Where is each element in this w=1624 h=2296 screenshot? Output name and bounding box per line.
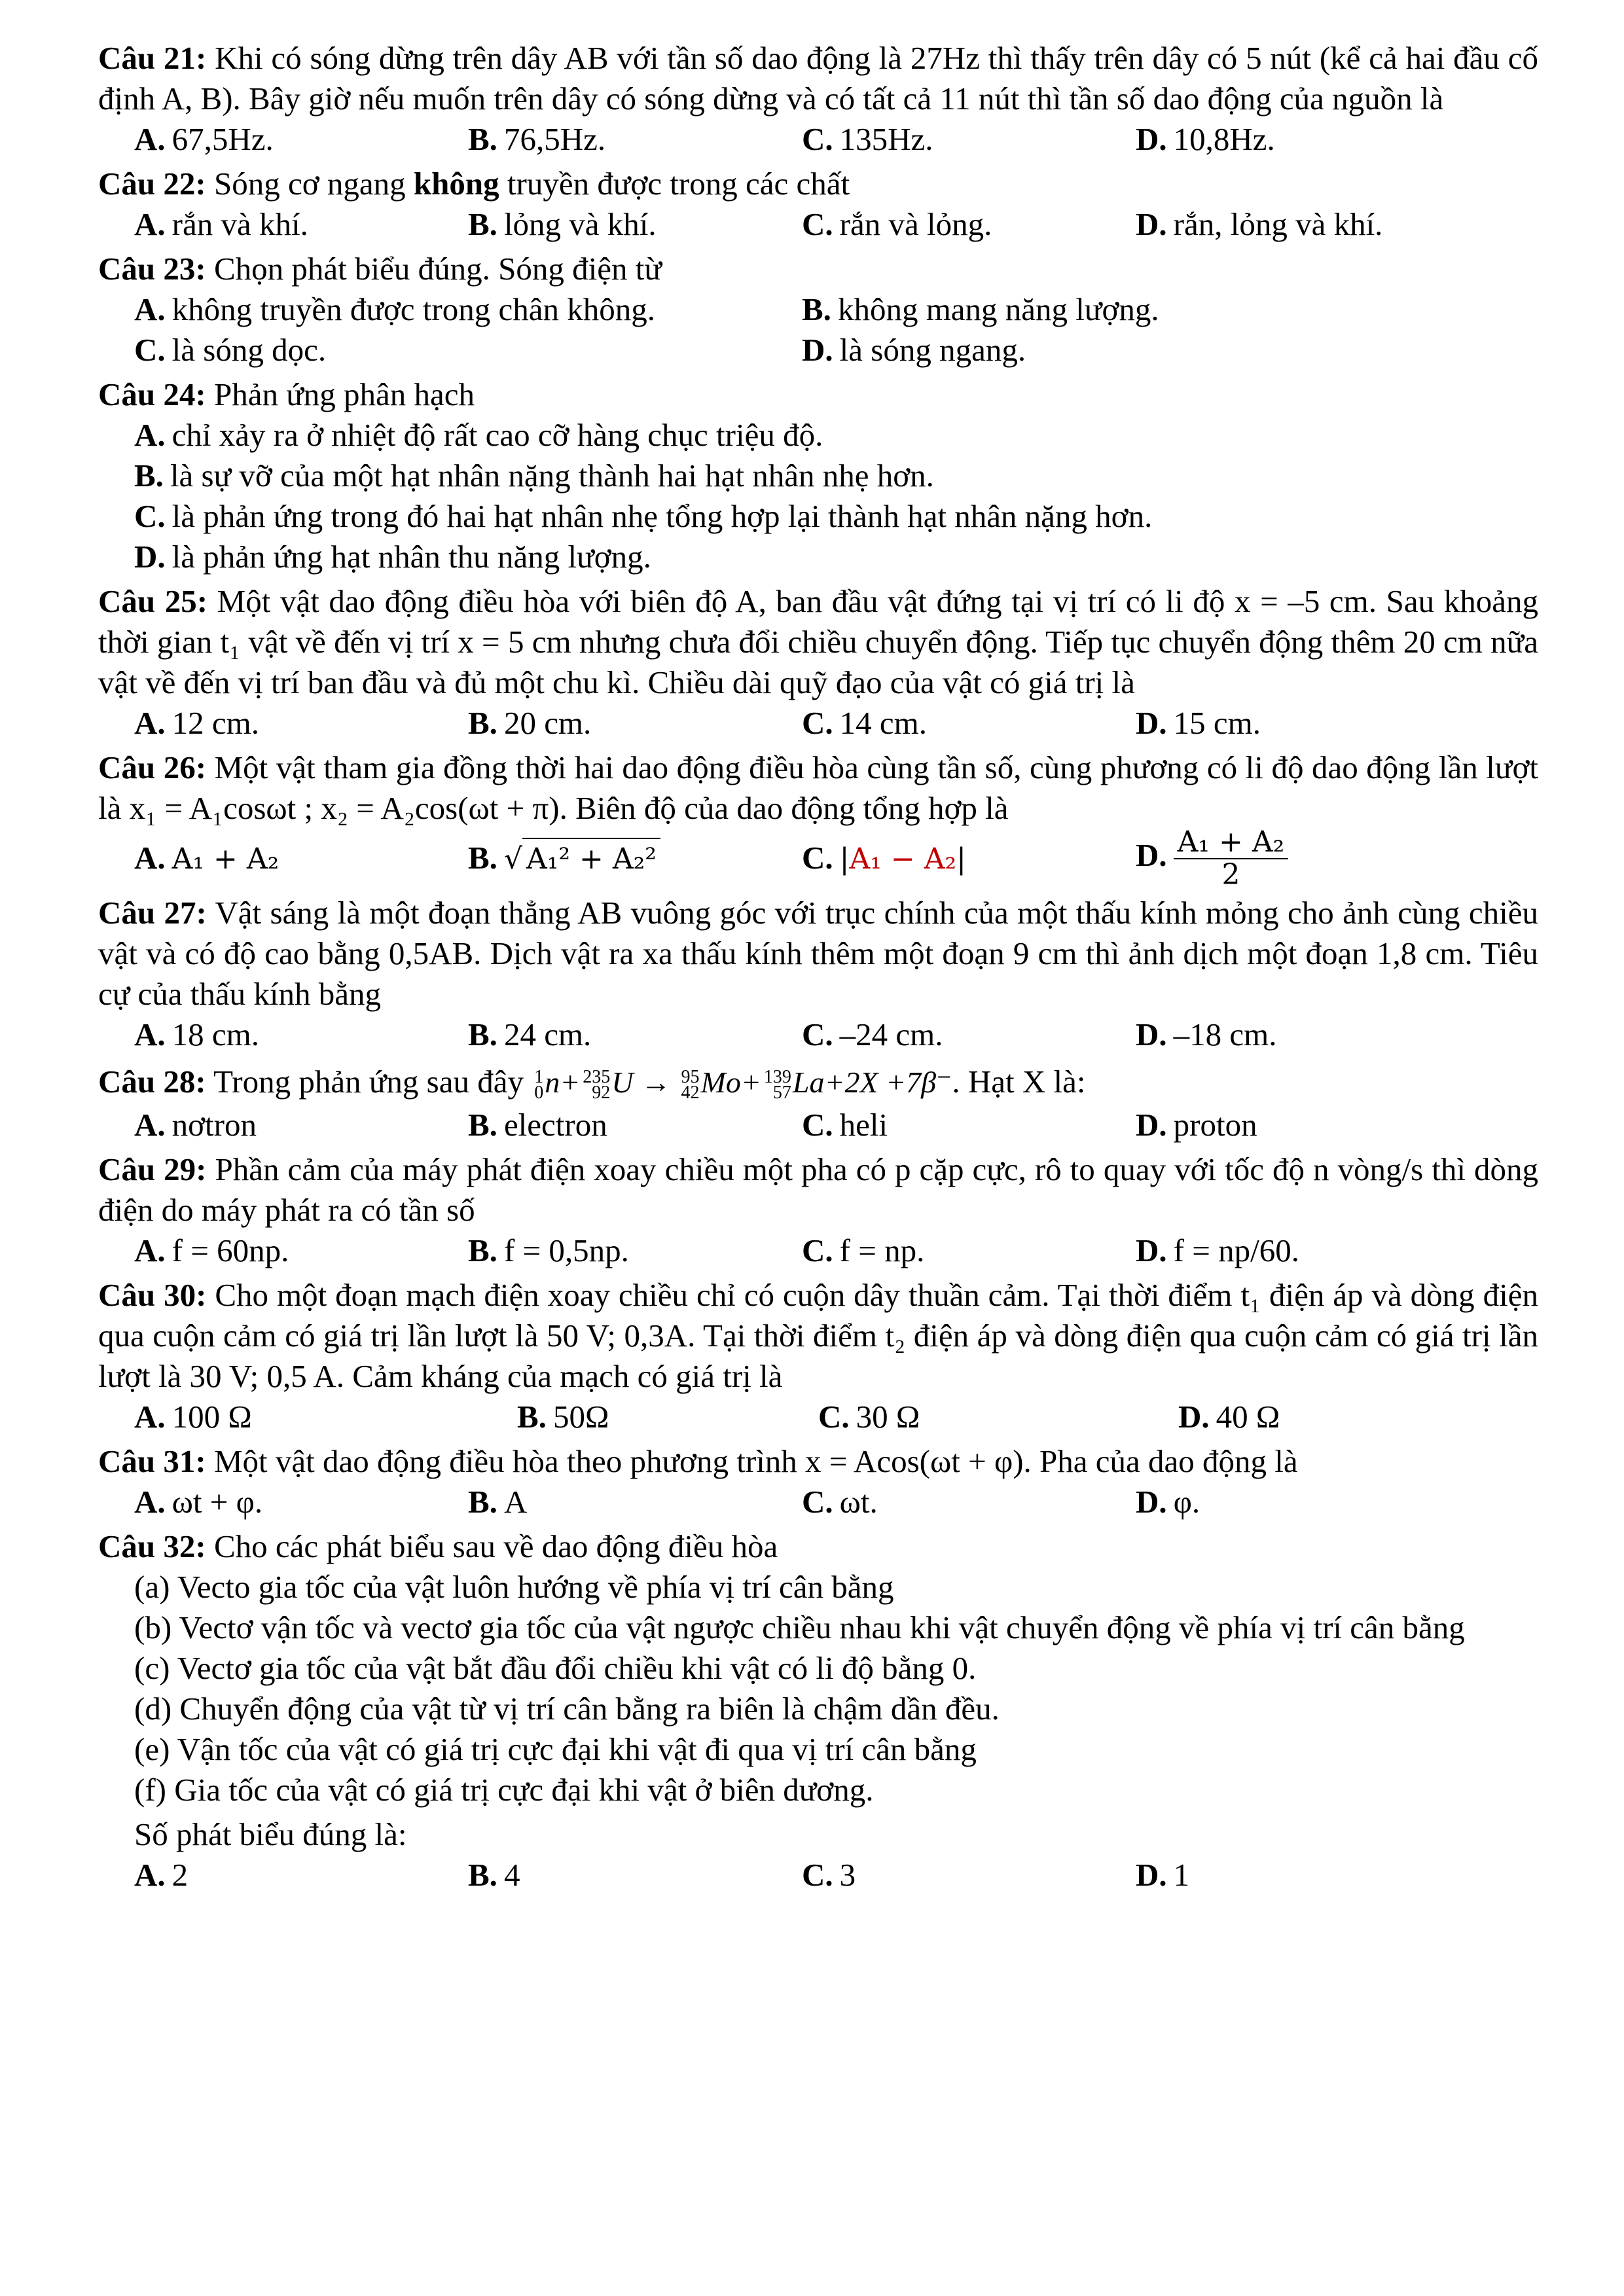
question-stem: Câu 22: Sóng cơ ngang không truyền được trong các chất xyxy=(98,166,850,202)
option-c: C. 30 Ω xyxy=(818,1399,920,1435)
option-a: A. 12 cm. xyxy=(134,705,260,741)
statement-a: (a) Vecto gia tốc của vật luôn hướng về phía vị trí cân bằng xyxy=(134,1569,894,1605)
option-a: A. nơtron xyxy=(134,1107,257,1143)
question-stem: Câu 26: Một vật tham gia đồng thời hai dao động điều hòa cùng tần số, cùng phương có li độ dao động lần lượt là x₁ = A₁cosωt ; x₂ = A₂cos(ωt + π). Biên độ của dao động tổng hợp là xyxy=(98,749,1538,826)
option-c: C. là phản ứng trong đó hai hạt nhân nhẹ tổng hợp lại thành hạt nhân nặng hơn. xyxy=(134,498,1153,534)
option-b: B. f = 0,5np. xyxy=(468,1232,629,1268)
statement-c: (c) Vectơ gia tốc của vật bắt đầu đổi chiều khi vật có li độ bằng 0. xyxy=(134,1650,977,1686)
nuclear-equation: 1 0 n+ 235 92 U → 95 42 Mo+ 139 57 La+2X +7β⁻ xyxy=(534,1066,952,1103)
option-c: C. 135Hz. xyxy=(802,121,933,157)
question-stem: Câu 32: Cho các phát biểu sau về dao động điều hòa xyxy=(98,1528,778,1564)
statement-d: (d) Chuyển động của vật từ vị trí cân bằng ra biên là chậm dần đều. xyxy=(134,1691,1000,1727)
option-b: B. A xyxy=(468,1484,528,1520)
question-21 xyxy=(98,38,1538,160)
statement-e: (e) Vận tốc của vật có giá trị cực đại khi vật đi qua vị trí cân bằng xyxy=(134,1731,977,1767)
question-number: Câu 27: xyxy=(98,895,207,931)
option-b: B. 76,5Hz. xyxy=(468,121,606,157)
question-number: Câu 30: xyxy=(98,1277,207,1313)
question-31 xyxy=(98,1441,1538,1522)
statement-b: (b) Vectơ vận tốc và vectơ gia tốc của vật ngược chiều nhau khi vật chuyển động về phía vị trí cân bằng xyxy=(134,1609,1465,1645)
option-c: C. f = np. xyxy=(802,1232,925,1268)
option-a: A. f = 60np. xyxy=(134,1232,289,1268)
option-b: B. 20 cm. xyxy=(468,705,592,741)
option-a: A. 2 xyxy=(134,1857,189,1893)
question-stem: Câu 31: Một vật dao động điều hòa theo phương trình x = Acos(ωt + φ). Pha của dao động là xyxy=(98,1443,1298,1479)
question-stem: Câu 23: Chọn phát biểu đúng. Sóng điện từ xyxy=(98,251,662,287)
option-d: D. 15 cm. xyxy=(1136,705,1261,741)
option-a: A. chỉ xảy ra ở nhiệt độ rất cao cỡ hàng chục triệu độ. xyxy=(134,417,823,453)
question-25 xyxy=(98,581,1538,744)
option-b: B. 50Ω xyxy=(517,1399,609,1435)
question-stem: Câu 29: Phần cảm của máy phát điện xoay chiều một pha có p cặp cực, rô to quay với tốc độ n vòng/s thì dòng điện do máy phát ra có tần số xyxy=(98,1151,1538,1228)
option-b: B. là sự vỡ của một hạt nhân nặng thành hai hạt nhân nhẹ hơn. xyxy=(134,457,934,493)
question-stem: Câu 30: Cho một đoạn mạch điện xoay chiều chỉ có cuộn dây thuần cảm. Tại thời điểm t₁ điện áp và dòng điện qua cuộn cảm có giá trị lần lượt là 50 V; 0,3A. Tại thời điểm t₂ điện áp và dòng điện qua cuộn cảm có giá trị lần lượt là 30 V; 0,5 A. Cảm kháng của mạch có giá trị là xyxy=(98,1277,1538,1394)
question-number: Câu 25: xyxy=(98,583,208,619)
option-a: A. 100 Ω xyxy=(134,1399,252,1435)
option-a: A. A₁ + A₂ xyxy=(134,840,280,876)
option-b: B. lỏng và khí. xyxy=(468,206,657,242)
option-d: D. f = np/60. xyxy=(1136,1232,1299,1268)
question-stem: Câu 24: Phản ứng phân hạch xyxy=(98,376,475,412)
question-number: Câu 31: xyxy=(98,1443,206,1479)
option-a: A. rắn và khí. xyxy=(134,206,308,242)
question-number: Câu 21: xyxy=(98,40,207,76)
question-30 xyxy=(98,1275,1538,1437)
option-c: C. |A₁ − A₂| xyxy=(802,840,966,876)
question-stem: Câu 28: Trong phản ứng sau đây 1 0 n+ 235 92 U → 95 42 Mo+ 139 57 La+2X +7β⁻. Hạt X là: xyxy=(98,1064,1086,1103)
question-stem xyxy=(98,38,1538,119)
question-27 xyxy=(98,893,1538,1055)
question-stem: Câu 27: Vật sáng là một đoạn thẳng AB vuông góc với trục chính của một thấu kính mỏng cho ảnh cùng chiều vật và có độ cao bằng 0,5AB. Dịch vật ra xa thấu kính thêm một đoạn 9 cm thì ảnh dịch một đoạn 1,8 cm. Tiêu cự của thấu kính bằng xyxy=(98,895,1538,1012)
option-d: D. –18 cm. xyxy=(1136,1016,1277,1052)
option-c: C. 14 cm. xyxy=(802,705,928,741)
question-29 xyxy=(98,1149,1538,1271)
option-b: B. 24 cm. xyxy=(468,1016,592,1052)
option-b: B. electron xyxy=(468,1107,607,1143)
question-24 xyxy=(98,374,1538,577)
option-a: A. ωt + φ. xyxy=(134,1484,263,1520)
option-a: A. không truyền được trong chân không. xyxy=(134,291,655,327)
option-c: C. 3 xyxy=(802,1857,856,1893)
option-d: D. 40 Ω xyxy=(1178,1399,1280,1435)
option-d: D. là sóng ngang. xyxy=(802,332,1026,368)
option-a: A. 18 cm. xyxy=(134,1016,260,1052)
option-d: D. φ. xyxy=(1136,1484,1200,1520)
question-text: Khi có sóng dừng trên dây AB với tần số dao động là 27Hz thì thấy trên dây có 5 nút (kể cả hai đầu cố định A, B). Bây giờ nếu muốn trên dây có sóng dừng và có tất cả 11 nút thì tần số dao động của nguồn là xyxy=(98,40,1538,117)
option-a: A. 67,5Hz. xyxy=(134,121,274,157)
question-22 xyxy=(98,164,1538,245)
question-26 xyxy=(98,747,1538,889)
question-ask: Số phát biểu đúng là: xyxy=(134,1816,407,1852)
question-number: Câu 22: xyxy=(98,166,206,202)
option-b: B. √ A₁² + A₂² xyxy=(468,838,802,880)
option-c: C. rắn và lỏng. xyxy=(802,206,992,242)
question-number: Câu 28: xyxy=(98,1064,206,1100)
question-number: Câu 32: xyxy=(98,1528,206,1564)
option-d: D. là phản ứng hạt nhân thu năng lượng. xyxy=(134,539,651,575)
statement-f: (f) Gia tốc của vật có giá trị cực đại khi vật ở biên dương. xyxy=(134,1772,874,1808)
question-number: Câu 23: xyxy=(98,251,206,287)
question-28 xyxy=(98,1059,1538,1145)
question-32 xyxy=(98,1526,1538,1895)
option-c: C. ωt. xyxy=(802,1484,878,1520)
option-b: B. 4 xyxy=(468,1857,520,1893)
option-d: D. 1 xyxy=(1136,1857,1190,1893)
option-d: D. $\frac{\text{A₁ + A₂}}{2}$ xyxy=(1136,827,1470,891)
option-d: D. rắn, lỏng và khí. xyxy=(1136,206,1383,242)
question-number: Câu 24: xyxy=(98,376,206,412)
option-c: C. là sóng dọc. xyxy=(134,332,327,368)
question-number: Câu 26: xyxy=(98,749,207,785)
option-c: C. heli xyxy=(802,1107,888,1143)
exam-page xyxy=(98,38,1538,1899)
option-b: B. không mang năng lượng. xyxy=(802,291,1159,327)
option-d: D. proton xyxy=(1136,1107,1257,1143)
option-d: D. 10,8Hz. xyxy=(1136,121,1275,157)
question-number: Câu 29: xyxy=(98,1151,207,1187)
question-23 xyxy=(98,249,1538,370)
option-c: C. –24 cm. xyxy=(802,1016,943,1052)
question-stem: Câu 25: Một vật dao động điều hòa với biên độ A, ban đầu vật đứng tại vị trí có li độ x = –5 cm. Sau khoảng thời gian t₁ vật về đến vị trí x = 5 cm nhưng chưa đổi chiều chuyển động. Tiếp tục chuyển động thêm 20 cm nữa vật về đến vị trí ban đầu và đủ một chu kì. Chiều dài quỹ đạo của vật có giá trị là xyxy=(98,583,1538,700)
